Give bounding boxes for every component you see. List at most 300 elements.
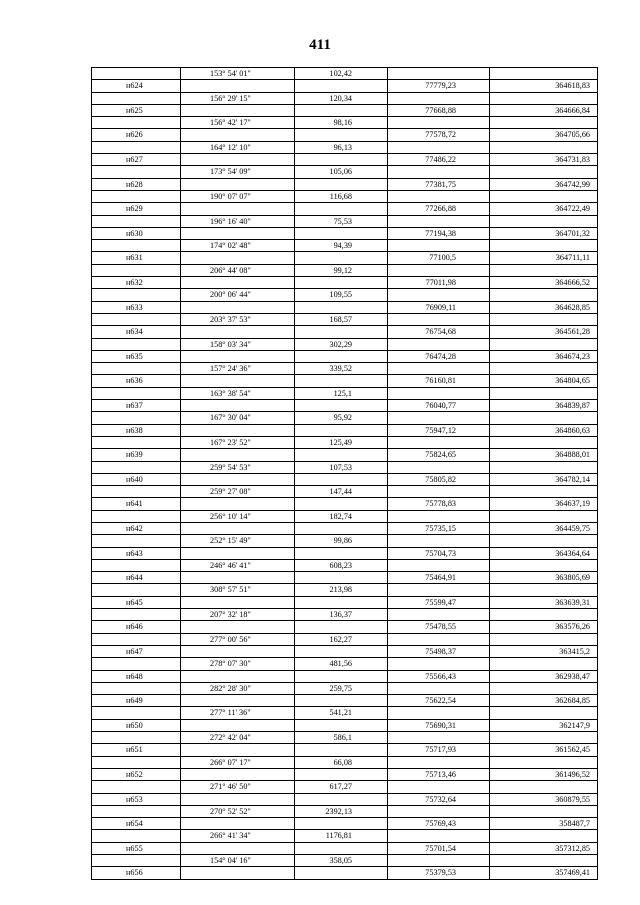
point-name: н636 — [126, 376, 143, 386]
column-divider — [180, 388, 181, 399]
column-divider — [387, 634, 388, 645]
segment-distance: 107,53 — [329, 462, 352, 472]
column-divider — [294, 203, 295, 214]
column-divider — [180, 757, 181, 768]
column-divider — [387, 289, 388, 300]
segment-distance: 94,39 — [333, 241, 352, 251]
segment-distance: 105,06 — [329, 167, 352, 177]
column-divider — [489, 486, 490, 497]
coord-x: 76474,28 — [425, 351, 456, 361]
table-row-segment — [92, 781, 597, 793]
column-divider — [387, 68, 388, 79]
column-divider — [180, 794, 181, 805]
column-divider — [489, 166, 490, 177]
table-row-point — [92, 720, 597, 732]
column-divider — [294, 695, 295, 706]
segment-distance: 1176,81 — [325, 831, 352, 841]
column-divider — [489, 252, 490, 263]
table-row-point — [92, 449, 597, 461]
column-divider — [489, 867, 490, 878]
table-row-segment — [92, 806, 597, 818]
column-divider — [489, 105, 490, 116]
coord-x: 77578,72 — [425, 130, 456, 140]
table-row-point — [92, 302, 597, 314]
column-divider — [489, 375, 490, 386]
segment-distance: 617,27 — [329, 782, 352, 792]
table-row-point — [92, 671, 597, 683]
column-divider — [180, 289, 181, 300]
point-name: н624 — [126, 81, 143, 91]
column-divider — [489, 781, 490, 792]
table-row-segment — [92, 511, 597, 523]
table-row-segment — [92, 634, 597, 646]
table-row-segment — [92, 683, 597, 695]
coord-y: 364711,11 — [555, 253, 590, 263]
point-name: н640 — [126, 474, 143, 484]
table-row-point — [92, 572, 597, 584]
point-name: н629 — [126, 204, 143, 214]
column-divider — [294, 400, 295, 411]
column-divider — [489, 339, 490, 350]
coord-x: 75464,91 — [425, 573, 456, 583]
column-divider — [180, 302, 181, 313]
column-divider — [489, 425, 490, 436]
column-divider — [489, 351, 490, 362]
column-divider — [489, 806, 490, 817]
column-divider — [387, 609, 388, 620]
coord-y: 364666,52 — [555, 278, 590, 288]
coord-x: 75805,82 — [425, 474, 456, 484]
segment-distance: 120,34 — [329, 93, 352, 103]
coord-y: 364888,01 — [555, 450, 590, 460]
column-divider — [180, 560, 181, 571]
direction-angle: 173° 54' 09" — [210, 167, 251, 177]
point-name: н628 — [126, 179, 143, 189]
segment-distance: 2392,13 — [325, 806, 352, 816]
table-row-point — [92, 646, 597, 658]
column-divider — [489, 265, 490, 276]
coord-y: 364782,14 — [555, 474, 590, 484]
column-divider — [180, 412, 181, 423]
coord-y: 357312,85 — [555, 843, 590, 853]
column-divider — [489, 732, 490, 743]
column-divider — [180, 375, 181, 386]
column-divider — [489, 584, 490, 595]
column-divider — [489, 548, 490, 559]
column-divider — [180, 166, 181, 177]
segment-distance: 125,1 — [333, 388, 352, 398]
column-divider — [180, 129, 181, 140]
table-row-point — [92, 105, 597, 117]
table-row-point — [92, 129, 597, 141]
column-divider — [294, 621, 295, 632]
segment-distance: 98,16 — [333, 118, 352, 128]
coord-x: 77486,22 — [425, 155, 456, 165]
direction-angle: 259° 54' 53" — [210, 462, 251, 472]
coord-x: 75778,83 — [425, 499, 456, 509]
column-divider — [489, 572, 490, 583]
column-divider — [489, 449, 490, 460]
column-divider — [387, 93, 388, 104]
segment-distance: 608,23 — [329, 560, 352, 570]
table-row-point — [92, 252, 597, 264]
table-row-point — [92, 744, 597, 756]
table-row-point — [92, 154, 597, 166]
coord-x: 75717,93 — [425, 745, 456, 755]
direction-angle: 252° 15' 49" — [210, 536, 251, 546]
column-divider — [387, 535, 388, 546]
column-divider — [180, 339, 181, 350]
coord-x: 77779,23 — [425, 81, 456, 91]
column-divider — [294, 302, 295, 313]
column-divider — [180, 707, 181, 718]
coord-y: 362684,85 — [555, 696, 590, 706]
column-divider — [294, 351, 295, 362]
direction-angle: 167° 23' 52" — [210, 437, 251, 447]
column-divider — [180, 449, 181, 460]
coord-y: 363639,31 — [555, 597, 590, 607]
point-name: н634 — [126, 327, 143, 337]
table-row-point — [92, 375, 597, 387]
column-divider — [294, 523, 295, 534]
point-name: н630 — [126, 228, 143, 238]
coord-x: 77100,5 — [429, 253, 456, 263]
column-divider — [294, 769, 295, 780]
table-row-point — [92, 326, 597, 338]
coord-y: 364674,23 — [555, 351, 590, 361]
column-divider — [489, 830, 490, 841]
column-divider — [489, 855, 490, 866]
direction-angle: 278° 07' 30" — [210, 659, 251, 669]
coord-x: 76160,81 — [425, 376, 456, 386]
coord-x: 75701,54 — [425, 843, 456, 853]
segment-distance: 75,53 — [333, 216, 352, 226]
point-name: н638 — [126, 425, 143, 435]
column-divider — [489, 474, 490, 485]
column-divider — [294, 646, 295, 657]
column-divider — [387, 683, 388, 694]
point-name: н642 — [126, 523, 143, 533]
column-divider — [180, 351, 181, 362]
table-row-segment — [92, 757, 597, 769]
table-row-segment — [92, 314, 597, 326]
point-name: н654 — [126, 819, 143, 829]
column-divider — [387, 216, 388, 227]
coord-y: 364666,84 — [555, 105, 590, 115]
column-divider — [294, 498, 295, 509]
coord-x: 75478,55 — [425, 622, 456, 632]
coord-x: 75599,47 — [425, 597, 456, 607]
point-name: н641 — [126, 499, 143, 509]
column-divider — [180, 683, 181, 694]
point-name: н652 — [126, 769, 143, 779]
point-name: н647 — [126, 646, 143, 656]
column-divider — [489, 671, 490, 682]
column-divider — [180, 671, 181, 682]
column-divider — [387, 584, 388, 595]
coord-x: 75769,43 — [425, 819, 456, 829]
column-divider — [180, 154, 181, 165]
table-row-segment — [92, 486, 597, 498]
table-row-segment — [92, 830, 597, 842]
column-divider — [180, 732, 181, 743]
table-row-segment — [92, 707, 597, 719]
column-divider — [294, 720, 295, 731]
table-row-point — [92, 597, 597, 609]
column-divider — [387, 707, 388, 718]
direction-angle: 190° 07' 07" — [210, 191, 251, 201]
direction-angle: 174° 02' 48" — [210, 241, 251, 251]
point-name: н627 — [126, 155, 143, 165]
column-divider — [294, 597, 295, 608]
column-divider — [489, 609, 490, 620]
column-divider — [387, 314, 388, 325]
column-divider — [180, 867, 181, 878]
column-divider — [180, 117, 181, 128]
column-divider — [180, 609, 181, 620]
direction-angle: 270° 52' 52" — [210, 806, 251, 816]
segment-distance: 586,1 — [333, 733, 352, 743]
column-divider — [387, 462, 388, 473]
table-row-point — [92, 351, 597, 363]
column-divider — [180, 142, 181, 153]
column-divider — [489, 498, 490, 509]
table-row-point — [92, 621, 597, 633]
coord-y: 357469,41 — [555, 868, 590, 878]
point-name: н631 — [126, 253, 143, 263]
segment-distance: 259,75 — [329, 683, 352, 693]
column-divider — [180, 597, 181, 608]
column-divider — [489, 437, 490, 448]
column-divider — [180, 462, 181, 473]
column-divider — [180, 265, 181, 276]
coord-y: 363415,2 — [559, 646, 590, 656]
column-divider — [489, 634, 490, 645]
column-divider — [180, 252, 181, 263]
column-divider — [180, 105, 181, 116]
coord-y: 358487,7 — [559, 819, 590, 829]
coord-x: 77668,88 — [425, 105, 456, 115]
coord-x: 76909,11 — [425, 302, 456, 312]
direction-angle: 259° 27' 08" — [210, 487, 251, 497]
point-name: н655 — [126, 843, 143, 853]
table-row-segment — [92, 412, 597, 424]
column-divider — [294, 548, 295, 559]
coord-y: 361562,45 — [555, 745, 590, 755]
column-divider — [387, 486, 388, 497]
table-row-segment — [92, 93, 597, 105]
column-divider — [387, 437, 388, 448]
point-name: н648 — [126, 671, 143, 681]
table-row-segment — [92, 658, 597, 670]
column-divider — [387, 412, 388, 423]
column-divider — [180, 203, 181, 214]
column-divider — [180, 695, 181, 706]
coord-x: 75824,65 — [425, 450, 456, 460]
column-divider — [294, 818, 295, 829]
coordinates-table — [91, 67, 598, 880]
segment-distance: 95,92 — [333, 413, 352, 423]
segment-distance: 481,56 — [329, 659, 352, 669]
coord-x: 77266,88 — [425, 204, 456, 214]
table-row-point — [92, 277, 597, 289]
coord-x: 75379,53 — [425, 868, 456, 878]
column-divider — [294, 794, 295, 805]
coord-y: 361496,52 — [555, 769, 590, 779]
column-divider — [180, 634, 181, 645]
table-row-segment — [92, 216, 597, 228]
column-divider — [294, 425, 295, 436]
column-divider — [180, 498, 181, 509]
coord-x: 77011,98 — [425, 278, 456, 288]
table-row-point — [92, 818, 597, 830]
column-divider — [489, 818, 490, 829]
table-row-segment — [92, 584, 597, 596]
column-divider — [489, 400, 490, 411]
direction-angle: 277° 00' 56" — [210, 634, 251, 644]
segment-distance: 125,49 — [329, 437, 352, 447]
direction-angle: 266° 41' 34" — [210, 831, 251, 841]
coord-x: 75622,54 — [425, 696, 456, 706]
coord-x: 75690,31 — [425, 720, 456, 730]
column-divider — [180, 191, 181, 202]
coord-x: 77194,38 — [425, 228, 456, 238]
point-name: н649 — [126, 696, 143, 706]
coord-y: 364804,65 — [555, 376, 590, 386]
coord-y: 364839,87 — [555, 401, 590, 411]
table-row-segment — [92, 535, 597, 547]
table-row-point — [92, 769, 597, 781]
column-divider — [489, 658, 490, 669]
column-divider — [387, 732, 388, 743]
table-row-segment — [92, 265, 597, 277]
coord-y: 364364,64 — [555, 548, 590, 558]
table-row-segment — [92, 68, 597, 80]
table-row-point — [92, 867, 597, 878]
column-divider — [489, 462, 490, 473]
column-divider — [180, 511, 181, 522]
column-divider — [180, 437, 181, 448]
direction-angle: 308° 57' 51" — [210, 585, 251, 595]
direction-angle: 203° 37' 53" — [210, 314, 251, 324]
direction-angle: 271° 46' 50" — [210, 782, 251, 792]
direction-angle: 196° 16' 40" — [210, 216, 251, 226]
coord-y: 364561,28 — [555, 327, 590, 337]
column-divider — [180, 216, 181, 227]
column-divider — [489, 203, 490, 214]
column-divider — [387, 142, 388, 153]
segment-distance: 96,13 — [333, 142, 352, 152]
column-divider — [489, 412, 490, 423]
column-divider — [180, 572, 181, 583]
point-name: н656 — [126, 868, 143, 878]
column-divider — [294, 228, 295, 239]
coord-y: 364722,49 — [555, 204, 590, 214]
column-divider — [387, 117, 388, 128]
column-divider — [489, 707, 490, 718]
column-divider — [294, 105, 295, 116]
column-divider — [180, 523, 181, 534]
coord-x: 75566,43 — [425, 671, 456, 681]
table-row-point — [92, 179, 597, 191]
table-row-segment — [92, 240, 597, 252]
segment-distance: 339,52 — [329, 364, 352, 374]
column-divider — [180, 584, 181, 595]
point-name: н625 — [126, 105, 143, 115]
point-name: н644 — [126, 573, 143, 583]
point-name: н633 — [126, 302, 143, 312]
table-row-segment — [92, 289, 597, 301]
column-divider — [180, 843, 181, 854]
coord-y: 363805,69 — [555, 573, 590, 583]
column-divider — [180, 855, 181, 866]
column-divider — [489, 240, 490, 251]
column-divider — [294, 252, 295, 263]
coord-x: 75735,15 — [425, 523, 456, 533]
coord-x: 75732,64 — [425, 794, 456, 804]
column-divider — [489, 80, 490, 91]
direction-angle: 164° 12' 10" — [210, 142, 251, 152]
coord-y: 362938,47 — [555, 671, 590, 681]
point-name: н635 — [126, 351, 143, 361]
direction-angle: 157° 24' 36" — [210, 364, 251, 374]
column-divider — [294, 80, 295, 91]
coord-y: 364628,85 — [555, 302, 590, 312]
column-divider — [294, 572, 295, 583]
segment-distance: 213,98 — [329, 585, 352, 595]
coord-x: 75498,37 — [425, 646, 456, 656]
column-divider — [489, 142, 490, 153]
column-divider — [489, 326, 490, 337]
column-divider — [489, 154, 490, 165]
column-divider — [489, 179, 490, 190]
table-row-segment — [92, 855, 597, 867]
table-row-segment — [92, 609, 597, 621]
page-number: 411 — [309, 37, 331, 53]
coord-y: 364742,99 — [555, 179, 590, 189]
coord-y: 364705,66 — [555, 130, 590, 140]
column-divider — [180, 646, 181, 657]
point-name: н639 — [126, 450, 143, 460]
coord-y: 364459,75 — [555, 523, 590, 533]
segment-distance: 116,68 — [329, 191, 352, 201]
point-name: н626 — [126, 130, 143, 140]
column-divider — [180, 400, 181, 411]
column-divider — [180, 548, 181, 559]
direction-angle: 158° 03' 34" — [210, 339, 251, 349]
column-divider — [180, 179, 181, 190]
point-name: н632 — [126, 278, 143, 288]
table-row-segment — [92, 363, 597, 375]
segment-distance: 168,57 — [329, 314, 352, 324]
column-divider — [294, 277, 295, 288]
table-row-point — [92, 794, 597, 806]
segment-distance: 66,08 — [333, 757, 352, 767]
direction-angle: 277° 11' 36" — [210, 708, 251, 718]
coord-y: 363576,26 — [555, 622, 590, 632]
point-name: н653 — [126, 794, 143, 804]
column-divider — [387, 855, 388, 866]
coord-x: 75704,73 — [425, 548, 456, 558]
point-name: н650 — [126, 720, 143, 730]
segment-distance: 147,44 — [329, 487, 352, 497]
column-divider — [180, 474, 181, 485]
column-divider — [294, 326, 295, 337]
segment-distance: 541,21 — [329, 708, 352, 718]
column-divider — [489, 216, 490, 227]
column-divider — [489, 695, 490, 706]
column-divider — [387, 265, 388, 276]
